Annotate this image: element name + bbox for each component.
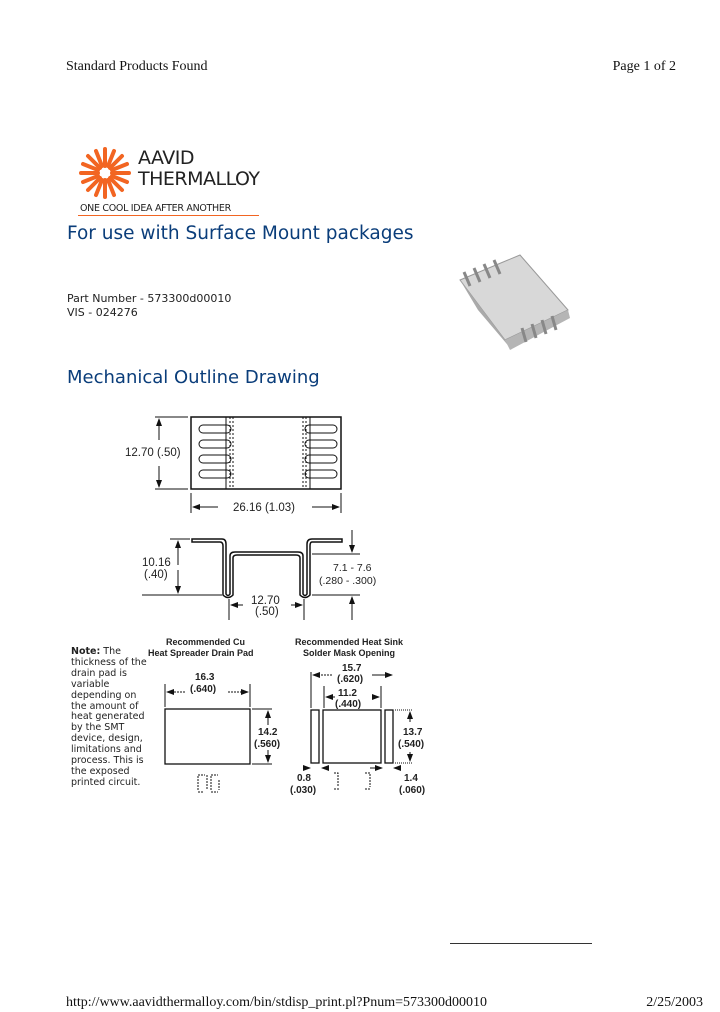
logo-line1: AAVID	[138, 147, 195, 169]
footer-rule	[450, 943, 592, 944]
side-range-label: 7.1 - 7.6	[333, 562, 372, 574]
mask-title-1: Recommended Heat Sink	[295, 637, 404, 647]
mask-left-inch: (.030)	[290, 785, 317, 796]
mask-width-inch: (.620)	[337, 674, 364, 685]
top-height-label: 12.70 (.50)	[125, 447, 181, 459]
side-gap-inch: (.50)	[255, 606, 279, 618]
pad-height-label: 14.2	[258, 727, 278, 738]
pad-title-1: Recommended Cu	[166, 637, 246, 647]
drain-pad-note	[71, 647, 147, 789]
header-left: Standard Products Found	[66, 59, 208, 74]
footer-date: 2/25/2003	[646, 995, 703, 1010]
pad-width-inch: (.640)	[190, 684, 217, 695]
mask-right-inch: (.060)	[399, 785, 426, 796]
pad-title-2: Heat Spreader Drain Pad	[148, 648, 254, 658]
logo-tagline: ONE COOL IDEA AFTER ANOTHER	[80, 203, 231, 214]
note-label: Note:	[71, 646, 101, 657]
page-indicator: Page 1 of 2	[612, 59, 676, 74]
footer-url: http://www.aavidthermalloy.com/bin/stdisp_print.pl?Pnum=573300d00010	[66, 995, 487, 1010]
mask-width-label: 15.7	[342, 663, 362, 674]
vis-number: VIS - 024276	[67, 306, 138, 319]
side-range-inch: (.280 - .300)	[319, 575, 377, 587]
top-view	[155, 417, 341, 513]
drain-pad-diagram	[165, 684, 272, 792]
logo-line2: THERMALLOY	[138, 168, 260, 190]
side-gap-label: 12.70	[251, 595, 280, 607]
top-width-label: 26.16 (1.03)	[233, 502, 296, 514]
solder-mask-diagram	[305, 672, 412, 789]
side-height-inch: (.40)	[144, 569, 168, 581]
page-title: For use with Surface Mount packages	[67, 223, 414, 244]
mask-inner-width-inch: (.440)	[335, 699, 362, 710]
mask-inner-width-label: 11.2	[338, 688, 357, 699]
mask-height-label: 13.7	[403, 727, 423, 738]
mask-left-label: 0.8	[297, 773, 311, 784]
mask-title-2: Solder Mask Opening	[303, 648, 396, 658]
side-height-label: 10.16	[142, 557, 171, 569]
mask-right-label: 1.4	[404, 773, 418, 784]
note-text: The thickness of the drain pad is variable depending on the amount of heat generated by the SMT device, design, limitations and process. This is the exposed printed circuit.	[71, 646, 147, 788]
pad-height-inch: (.560)	[254, 739, 281, 750]
mask-height-inch: (.540)	[398, 739, 425, 750]
section-title: Mechanical Outline Drawing	[67, 367, 320, 388]
part-number: Part Number - 573300d00010	[67, 292, 232, 305]
pad-width-label: 16.3	[195, 672, 215, 683]
